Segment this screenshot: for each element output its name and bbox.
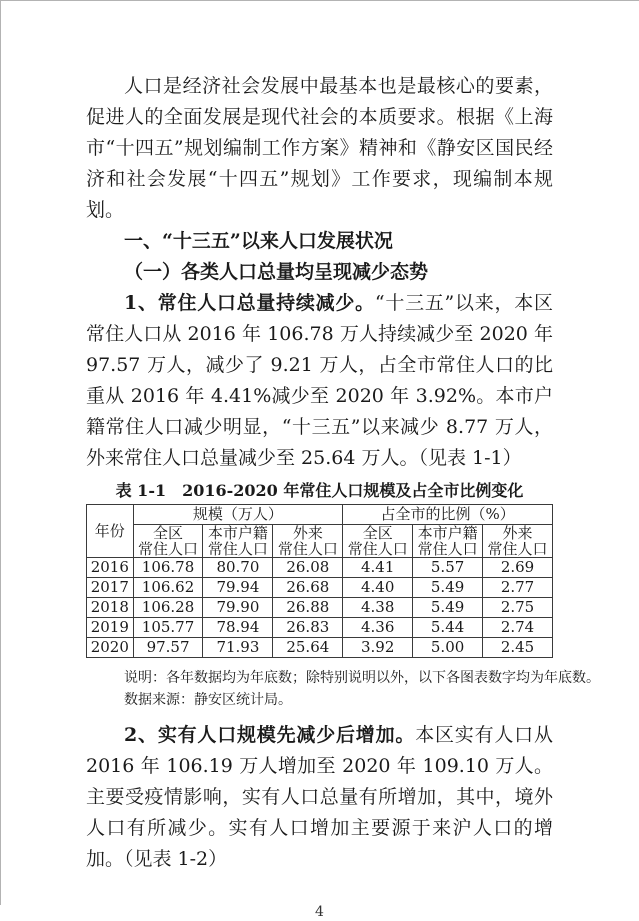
table-cell: 106.78 bbox=[133, 558, 203, 578]
table-cell: 2.45 bbox=[483, 638, 553, 658]
table-notes bbox=[86, 667, 600, 711]
paragraph-actual-population-lead: 2、实有人口规模先减少后增加。 bbox=[124, 724, 416, 746]
table-cell: 79.90 bbox=[203, 598, 273, 618]
heading-section-1-text: 一、“十三五”以来人口发展状况 bbox=[124, 230, 393, 252]
table-cell: 4.41 bbox=[343, 558, 413, 578]
table-caption: 表 1-1 2016-2020 年常住人口规模及占全市比例变化 bbox=[115, 481, 524, 500]
table-header-year: 年份 bbox=[87, 505, 134, 558]
table-cell: 2.75 bbox=[483, 598, 553, 618]
table-row bbox=[87, 638, 553, 658]
table-cell: 71.93 bbox=[203, 638, 273, 658]
table-cell: 26.88 bbox=[273, 598, 343, 618]
paragraph-resident-population-text: “十三五”以来，本区常住人口从 2016 年 106.78 万人持续减少至 2020 年 97.57 万人，减少了 9.21 万人，占全市常住人口的比重从 2016 年 4.41%减少至 2020 年 3.92%。本市户籍常住人口减少明显，“十三五”以来减少 8.77 万人，外来常住人口总量减少至 25.64 万人。（见表 1-1） bbox=[86, 292, 553, 469]
population-table bbox=[86, 504, 553, 658]
page-number: 4 bbox=[315, 904, 324, 920]
table-subheader-district-resident-ratio: 全区 常住人口 bbox=[343, 525, 413, 558]
table-subheader-migrant-resident: 外来 常住人口 bbox=[273, 525, 343, 558]
paragraph-intro-text: 人口是经济社会发展中最基本也是最核心的要素，促进人的全面发展是现代社会的本质要求。根据《上海市“十四五”规划编制工作方案》精神和《静安区国民经济和社会发展“十四五”规划》工作要求，现编制本规划。 bbox=[86, 75, 553, 221]
table-row bbox=[87, 558, 553, 578]
table-cell: 79.94 bbox=[203, 578, 273, 598]
heading-subsection-1-text: （一）各类人口总量均呈现减少态势 bbox=[124, 261, 429, 283]
table-cell: 5.57 bbox=[413, 558, 483, 578]
paragraph-intro bbox=[86, 71, 553, 226]
table-cell: 5.44 bbox=[413, 618, 483, 638]
table-note-source: 数据来源：静安区统计局。 bbox=[124, 692, 292, 708]
table-cell: 2.69 bbox=[483, 558, 553, 578]
table-cell: 2.77 bbox=[483, 578, 553, 598]
paragraph-resident-population-lead: 1、常住人口总量持续减少。 bbox=[124, 292, 375, 314]
table-cell: 78.94 bbox=[203, 618, 273, 638]
table-header-group-scale: 规模（万人） bbox=[133, 505, 343, 525]
paragraph-resident-population bbox=[86, 288, 553, 474]
table-note-description: 说明：各年数据均为年底数；除特别说明以外，以下各图表数字均为年底数。 bbox=[124, 670, 600, 686]
paragraph-actual-population bbox=[86, 720, 553, 875]
table-row bbox=[87, 618, 553, 638]
table-subheader-migrant-resident-ratio: 外来 常住人口 bbox=[483, 525, 553, 558]
table-cell: 4.38 bbox=[343, 598, 413, 618]
table-cell: 26.68 bbox=[273, 578, 343, 598]
table-cell: 80.70 bbox=[203, 558, 273, 578]
table-cell: 2.74 bbox=[483, 618, 553, 638]
table-subheader-registered-resident-ratio: 本市户籍 常住人口 bbox=[413, 525, 483, 558]
table-header-group-row bbox=[87, 505, 553, 525]
table-header-group-ratio: 占全市的比例（%） bbox=[343, 505, 553, 525]
paragraph-actual-population-text: 本区实有人口从 2016 年 106.19 万人增加至 2020 年 109.10 万人。主要受疫情影响，实有人口总量有所增加，其中，境外人口有所减少。实有人口增加主要源于来沪人口的增加。（见表 1-2） bbox=[86, 724, 553, 870]
table-cell: 3.92 bbox=[343, 638, 413, 658]
table-cell: 26.83 bbox=[273, 618, 343, 638]
table-cell: 5.00 bbox=[413, 638, 483, 658]
table-cell: 26.08 bbox=[273, 558, 343, 578]
heading-section-1 bbox=[86, 226, 553, 257]
table-cell: 25.64 bbox=[273, 638, 343, 658]
table-header-sub-row bbox=[87, 525, 553, 558]
table-cell: 97.57 bbox=[133, 638, 203, 658]
table-subheader-district-resident: 全区 常住人口 bbox=[133, 525, 203, 558]
table-subheader-registered-resident: 本市户籍 常住人口 bbox=[203, 525, 273, 558]
table-cell: 5.49 bbox=[413, 598, 483, 618]
table-cell-year: 2019 bbox=[87, 618, 134, 638]
table-cell: 106.28 bbox=[133, 598, 203, 618]
table-row bbox=[87, 578, 553, 598]
heading-subsection-1 bbox=[86, 257, 553, 288]
table-cell-year: 2016 bbox=[87, 558, 134, 578]
table-cell-year: 2018 bbox=[87, 598, 134, 618]
table-cell-year: 2020 bbox=[87, 638, 134, 658]
table-cell: 105.77 bbox=[133, 618, 203, 638]
table-cell: 106.62 bbox=[133, 578, 203, 598]
table-cell: 5.49 bbox=[413, 578, 483, 598]
table-cell: 4.36 bbox=[343, 618, 413, 638]
table-cell-year: 2017 bbox=[87, 578, 134, 598]
table-row bbox=[87, 598, 553, 618]
table-cell: 4.40 bbox=[343, 578, 413, 598]
